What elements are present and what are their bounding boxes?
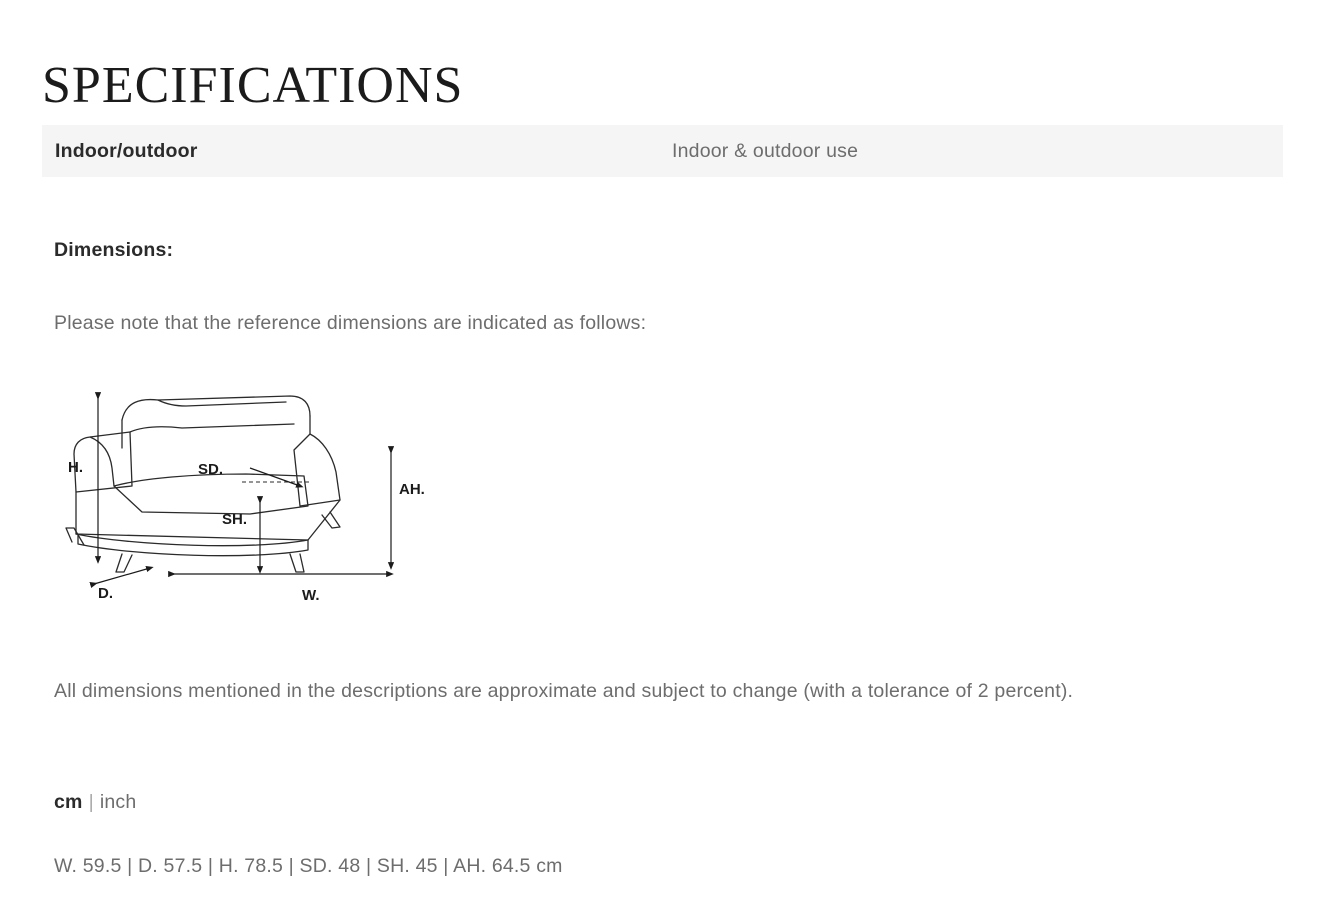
diagram-label-height: H.: [68, 459, 83, 476]
diagram-label-depth: D.: [98, 585, 113, 602]
diagram-label-seat-depth: SD.: [198, 461, 224, 478]
measurements-line: W. 59.5 | D. 57.5 | H. 78.5 | SD. 48 | SH. 45 | AH. 64.5 cm: [54, 855, 563, 877]
dimensions-note: Please note that the reference dimensions are indicated as follows:: [54, 312, 647, 334]
spec-row-label: Indoor/outdoor: [55, 139, 198, 162]
diagram-label-width: W.: [302, 587, 320, 604]
unit-toggle[interactable]: [54, 791, 136, 814]
page-title: SPECIFICATIONS: [42, 56, 464, 114]
dimensions-heading: Dimensions:: [54, 239, 174, 261]
unit-option-inch[interactable]: inch: [99, 791, 137, 813]
spec-row-indoor-outdoor: [42, 125, 1283, 177]
unit-separator: |: [88, 791, 94, 813]
dimensions-disclaimer: All dimensions mentioned in the descriptions are approximate and subject to change (with a tolerance of 2 percent).: [54, 680, 1074, 702]
spec-row-value: Indoor & outdoor use: [672, 139, 859, 162]
armchair-dimension-diagram: [54, 382, 524, 622]
unit-option-cm[interactable]: cm: [54, 791, 83, 813]
diagram-label-arm-height: AH.: [399, 481, 425, 498]
diagram-label-seat-height: SH.: [222, 511, 248, 528]
